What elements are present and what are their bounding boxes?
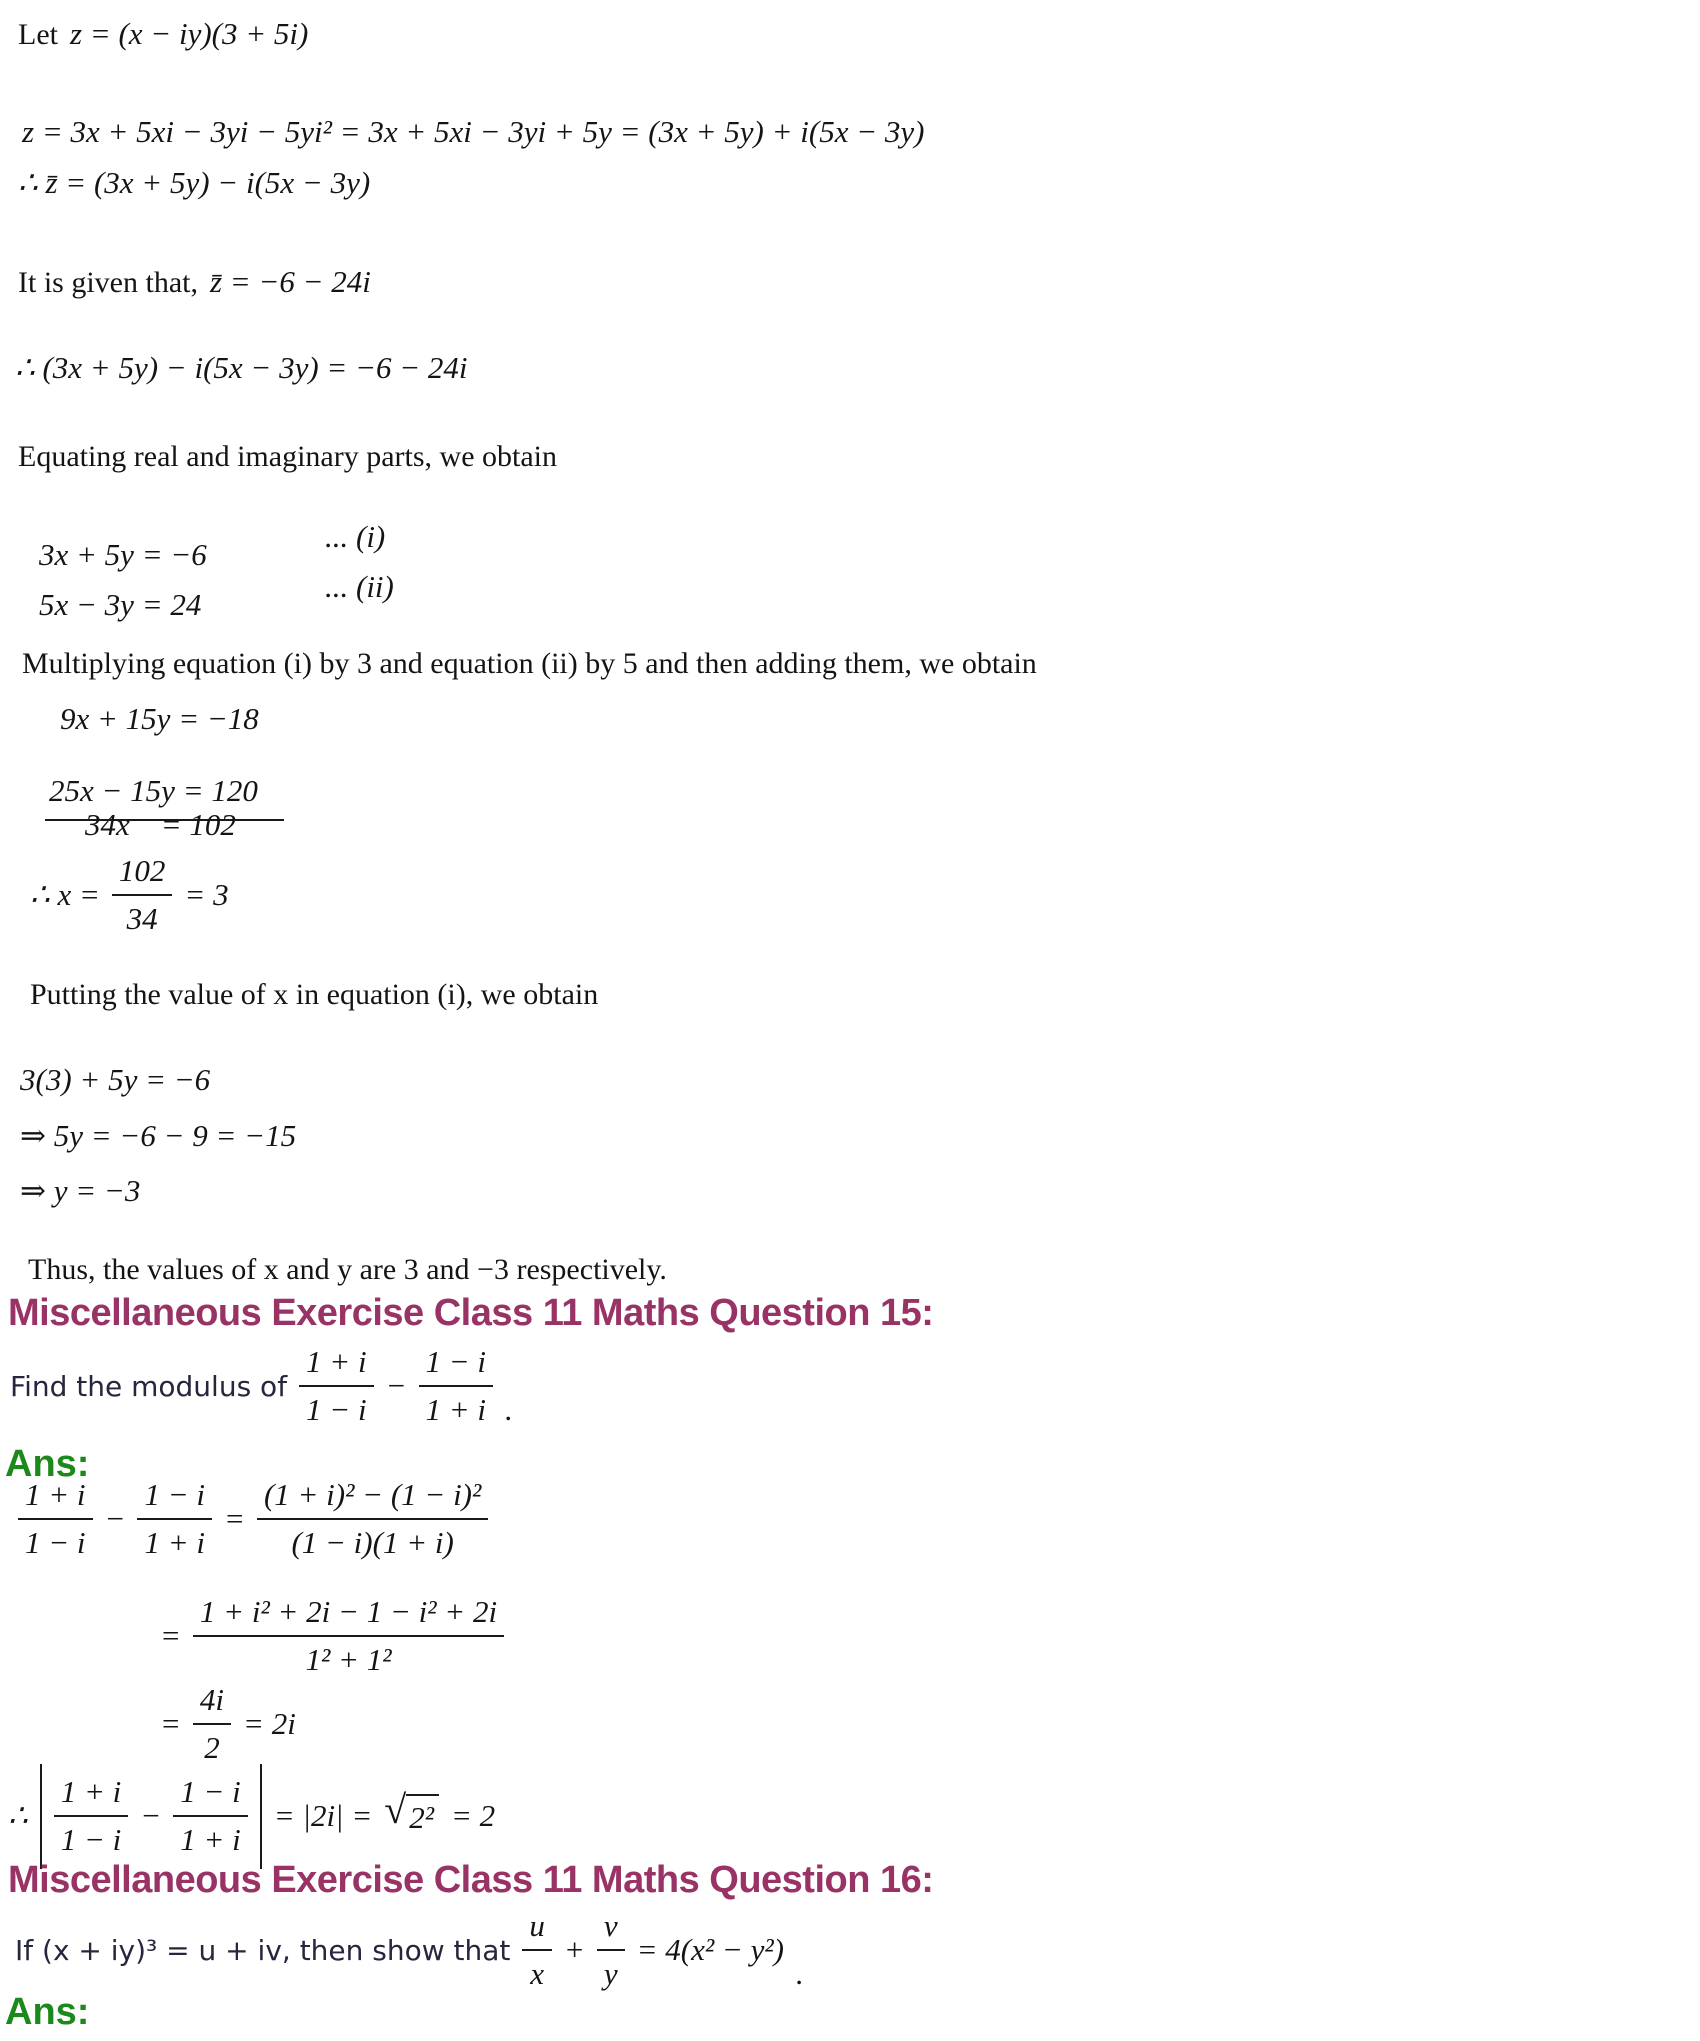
fraction — [193, 1592, 504, 1681]
fraction-numerator: 1 + i — [299, 1342, 374, 1387]
fraction-denominator: x — [530, 1956, 545, 1992]
fraction-numerator: 1 − i — [137, 1475, 212, 1520]
prose-multiplying: Multiplying equation (i) by 3 and equation (ii) by 5 and then adding them, we obtain — [22, 647, 1037, 680]
result-2i: = 2i — [243, 1706, 296, 1742]
absolute-value-group — [40, 1764, 262, 1869]
math-line-sub2: ⇒ 5y = −6 − 9 = −15 — [20, 1118, 297, 1153]
square-root — [384, 1787, 439, 1838]
x-prefix: ∴ x = — [30, 877, 100, 913]
fraction-numerator: 1 + i — [18, 1475, 93, 1520]
sum2-text: 25x − 15y = 120 — [45, 769, 284, 821]
equals-sign: = — [224, 1501, 245, 1537]
answer-label-q16: Ans: — [5, 1991, 90, 2033]
question-15-prompt-row — [10, 1342, 513, 1431]
prose-conclusion: Thus, the values of x and y are 3 and −3 respectively. — [28, 1253, 667, 1286]
equals-sign: = — [160, 1706, 181, 1742]
fraction-denominator: 34 — [126, 901, 158, 937]
q16-rhs: = 4(x² − y²) — [636, 1932, 784, 1968]
answer-label-q15: Ans: — [5, 1443, 90, 1485]
q15-fraction-2 — [419, 1342, 494, 1431]
question-15-prompt: Find the modulus of — [10, 1369, 288, 1403]
math-line-equate: ∴ (3x + 5y) − i(5x − 3y) = −6 − 24i — [15, 350, 468, 385]
fraction-numerator: 1 − i — [173, 1772, 248, 1817]
modulus-equality: = |2i| = — [273, 1798, 373, 1834]
fraction-denominator: 1 − i — [306, 1392, 367, 1428]
therefore-sign: ∴ — [8, 1798, 28, 1834]
fraction-denominator: 2 — [204, 1730, 220, 1766]
fraction — [137, 1475, 212, 1564]
fraction-102-34 — [112, 851, 173, 940]
equation-ii: 5x − 3y = 24 — [39, 587, 202, 622]
fraction-u-x — [522, 1906, 552, 1995]
let-prefix: Let — [18, 17, 58, 51]
fraction — [173, 1772, 248, 1861]
question-16-prompt-row — [15, 1906, 804, 1995]
fraction-numerator: 4i — [193, 1680, 231, 1725]
minus-sign: − — [140, 1798, 162, 1834]
fraction — [54, 1772, 129, 1861]
prose-equating: Equating real and imaginary parts, we obtain — [18, 440, 557, 473]
fraction-denominator: 1 − i — [60, 1822, 122, 1858]
fraction-denominator: y — [603, 1956, 618, 1992]
fraction-v-y — [597, 1906, 625, 1995]
fraction — [18, 1475, 93, 1564]
period: . — [795, 1956, 804, 1992]
fraction-numerator: 1 − i — [419, 1342, 494, 1387]
math-line-let — [18, 14, 308, 54]
minus-sign: − — [385, 1368, 407, 1404]
q15-solution-step-3 — [160, 1680, 296, 1769]
equation-i-label: ... (i) — [325, 519, 386, 554]
math-line-sum1: 9x + 15y = −18 — [60, 701, 259, 736]
prose-putting: Putting the value of x in equation (i), we obtain — [30, 978, 599, 1011]
fraction-denominator: 1 + i — [425, 1392, 487, 1428]
q15-solution-step-1 — [18, 1475, 488, 1564]
fraction — [193, 1680, 231, 1769]
fraction-denominator: 1 + i — [144, 1525, 206, 1561]
equation-i: 3x + 5y = −6 — [39, 537, 207, 572]
math-line-sum3: 34x = 102 — [85, 807, 236, 842]
fraction-numerator: 1 + i — [54, 1772, 129, 1817]
fraction-denominator: (1 − i)(1 + i) — [291, 1525, 454, 1561]
fraction-numerator: 1 + i² + 2i − 1 − i² + 2i — [193, 1592, 504, 1637]
plus-sign: + — [563, 1932, 585, 1968]
math-line-conjugate: ∴ z̄ = (3x + 5y) − i(5x − 3y) — [18, 165, 371, 200]
math-line-expand: z = 3x + 5xi − 3yi − 5yi² = 3x + 5xi − 3yi + 5y = (3x + 5y) + i(5x − 3y) — [22, 114, 925, 149]
final-result: = 2 — [451, 1798, 496, 1834]
q15-fraction-1 — [299, 1342, 374, 1431]
math-line-x-value — [30, 851, 229, 940]
fraction-denominator: 1² + 1² — [305, 1642, 392, 1678]
q15-solution-step-2 — [160, 1592, 504, 1681]
fraction — [257, 1475, 488, 1564]
equation-ii-label: ... (ii) — [325, 569, 394, 604]
fraction-denominator: 1 + i — [180, 1822, 241, 1858]
heading-question-15: Miscellaneous Exercise Class 11 Maths Question 15: — [8, 1292, 934, 1334]
let-math: z = (x − iy)(3 + 5i) — [69, 16, 309, 51]
q15-solution-final — [8, 1764, 495, 1869]
question-16-prompt: If (x + iy)³ = u + iv, then show that — [15, 1933, 511, 1967]
fraction-numerator: u — [522, 1906, 552, 1951]
fraction-numerator: 102 — [112, 851, 173, 896]
fraction-denominator: 1 − i — [25, 1525, 86, 1561]
math-line-sub3: ⇒ y = −3 — [20, 1173, 141, 1208]
period: . — [505, 1392, 513, 1428]
given-math: z̄ = −6 − 24i — [209, 264, 371, 299]
x-suffix: = 3 — [184, 877, 229, 913]
radicand: 2² — [406, 1794, 439, 1838]
given-line — [18, 262, 371, 302]
minus-sign: − — [104, 1501, 126, 1537]
heading-question-16: Miscellaneous Exercise Class 11 Maths Question 16: — [8, 1859, 934, 1901]
fraction-numerator: (1 + i)² − (1 − i)² — [257, 1475, 488, 1520]
radical-sign: √ — [384, 1787, 407, 1833]
given-prefix: It is given that, — [18, 265, 198, 299]
equals-sign: = — [160, 1618, 181, 1654]
math-line-sub1: 3(3) + 5y = −6 — [20, 1062, 211, 1097]
fraction-numerator: v — [597, 1906, 625, 1951]
